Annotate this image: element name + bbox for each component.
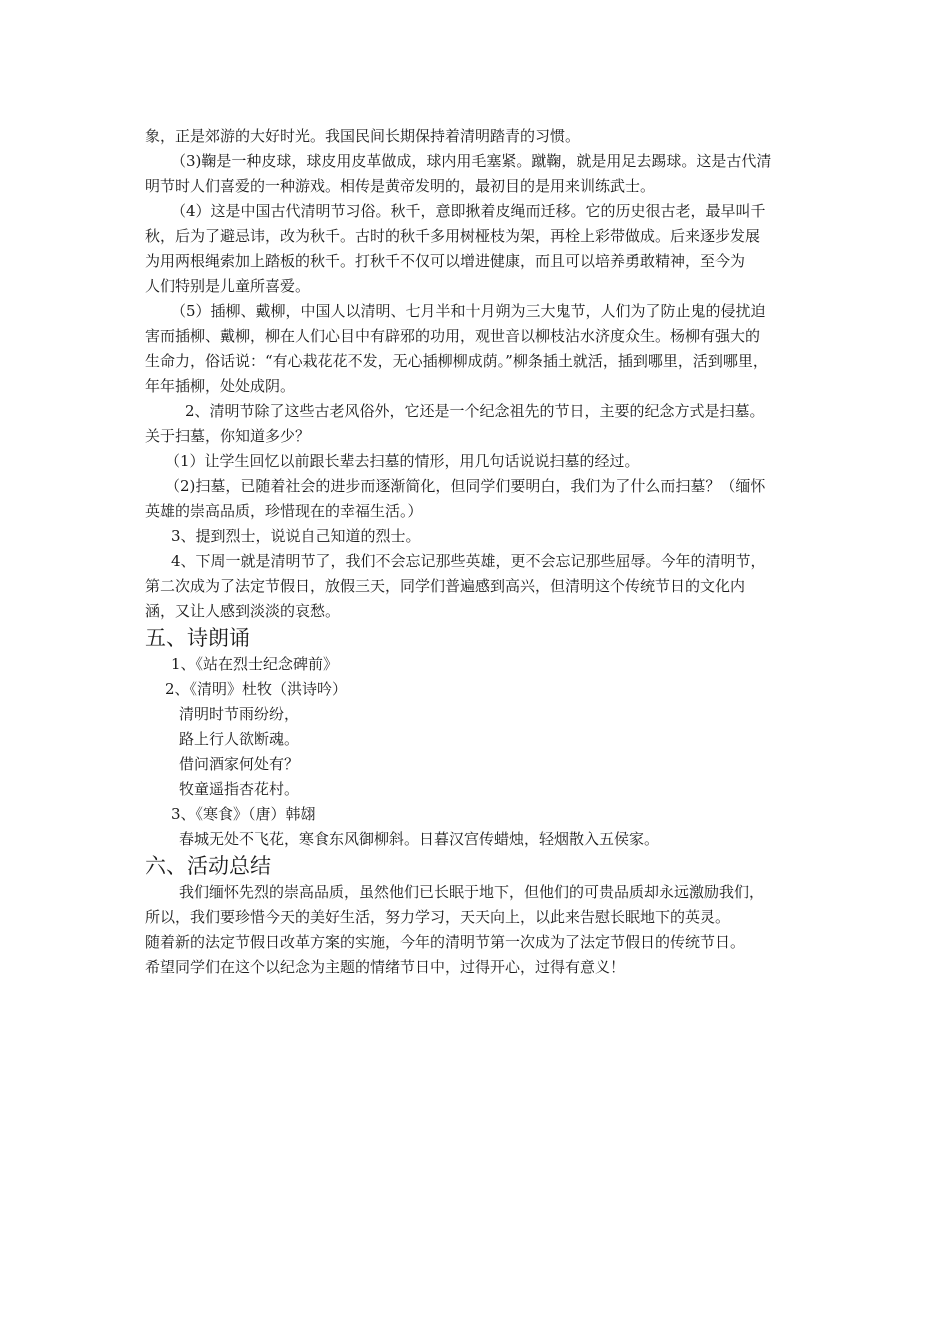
paragraph-line: （2)扫墓，已随着社会的进步而逐渐简化，但同学们要明白，我们为了什么而扫墓？（缅怀 <box>165 477 766 495</box>
poem-verse-line: 牧童遥指杏花村。 <box>179 780 300 798</box>
paragraph-line: （3)鞠是一种皮球，球皮用皮革做成，球内用毛塞紧。蹴鞠，就是用足去踢球。这是古代清 <box>171 152 772 170</box>
paragraph-line: 关于扫墓，你知道多少？ <box>145 427 311 445</box>
paragraph-line: 明节时人们喜爱的一种游戏。相传是黄帝发明的，最初目的是用来训练武士。 <box>145 177 656 195</box>
section-heading-poetry: 五、诗朗诵 <box>145 626 250 650</box>
paragraph-line: 我们缅怀先烈的崇高品质，虽然他们已长眠于地下，但他们的可贵品质却永远激励我们， <box>179 883 765 901</box>
poem-verse-line: 路上行人欲断魂。 <box>179 730 300 748</box>
paragraph-line: 2、清明节除了这些古老风俗外，它还是一个纪念祖先的节日，主要的纪念方式是扫墓。 <box>185 402 765 420</box>
paragraph-line: 秋，后为了避忌讳，改为秋千。古时的秋千多用树桠枝为架，再栓上彩带做成。后来逐步发展 <box>145 227 761 245</box>
poem-verse-line: 春城无处不飞花，寒食东风御柳斜。日暮汉宫传蜡烛，轻烟散入五侯家。 <box>179 830 660 848</box>
poem-verse-line: 借问酒家何处有？ <box>179 755 300 773</box>
paragraph-line: （1）让学生回忆以前跟长辈去扫墓的情形，用几句话说说扫墓的经过。 <box>165 452 640 470</box>
paragraph-line: 4、下周一就是清明节了，我们不会忘记那些英雄，更不会忘记那些屈辱。今年的清明节， <box>171 552 766 570</box>
paragraph-line: 英雄的崇高品质，珍惜现在的幸福生活。） <box>145 502 423 520</box>
paragraph-line: 随着新的法定节假日改革方案的实施，今年的清明节第一次成为了法定节假日的传统节日。 <box>145 933 746 951</box>
paragraph-line: 生命力，俗话说：“有心栽花花不发，无心插柳柳成荫。”柳条插土就活，插到哪里，活到哪里， <box>145 352 768 370</box>
poem-verse-line: 清明时节雨纷纷， <box>179 705 300 723</box>
poem-title-line: 1、《站在烈士纪念碑前》 <box>171 655 339 673</box>
paragraph-line: （4）这是中国古代清明节习俗。秋千，意即揪着皮绳而迁移。它的历史很古老，最早叫千 <box>171 202 766 220</box>
paragraph-line: 希望同学们在这个以纪念为主题的情绪节日中，过得开心，过得有意义！ <box>145 958 626 976</box>
document-body <box>145 124 815 980</box>
paragraph-line: 涵，又让人感到淡淡的哀愁。 <box>145 602 341 620</box>
paragraph-line: （5）插柳、戴柳，中国人以清明、七月半和十月朔为三大鬼节，人们为了防止鬼的侵扰迫 <box>171 302 766 320</box>
paragraph-line: 为用两根绳索加上踏板的秋千。打秋千不仅可以增进健康，而且可以培养勇敢精神，至今为 <box>145 252 746 270</box>
paragraph-line: 人们特别是儿童所喜爱。 <box>145 277 311 295</box>
paragraph-line: 3、提到烈士，说说自己知道的烈士。 <box>171 527 421 545</box>
paragraph-line: 第二次成为了法定节假日，放假三天，同学们普遍感到高兴，但清明这个传统节日的文化内 <box>145 577 746 595</box>
paragraph-line: 年年插柳，处处成阴。 <box>145 377 296 395</box>
poem-title-line: 2、《清明》杜牧（洪诗吟） <box>165 680 348 698</box>
paragraph-line: 所以，我们要珍惜今天的美好生活，努力学习，天天向上，以此来告慰长眠地下的英灵。 <box>145 908 731 926</box>
paragraph-line: 象，正是郊游的大好时光。我国民间长期保持着清明踏青的习惯。 <box>145 127 581 145</box>
paragraph-line: 害而插柳、戴柳，柳在人们心目中有辟邪的功用，观世音以柳枝沾水济度众生。杨柳有强大的 <box>145 327 761 345</box>
section-heading-summary: 六、活动总结 <box>145 854 271 878</box>
poem-title-line: 3、《寒食》（唐）韩翃 <box>171 805 316 823</box>
